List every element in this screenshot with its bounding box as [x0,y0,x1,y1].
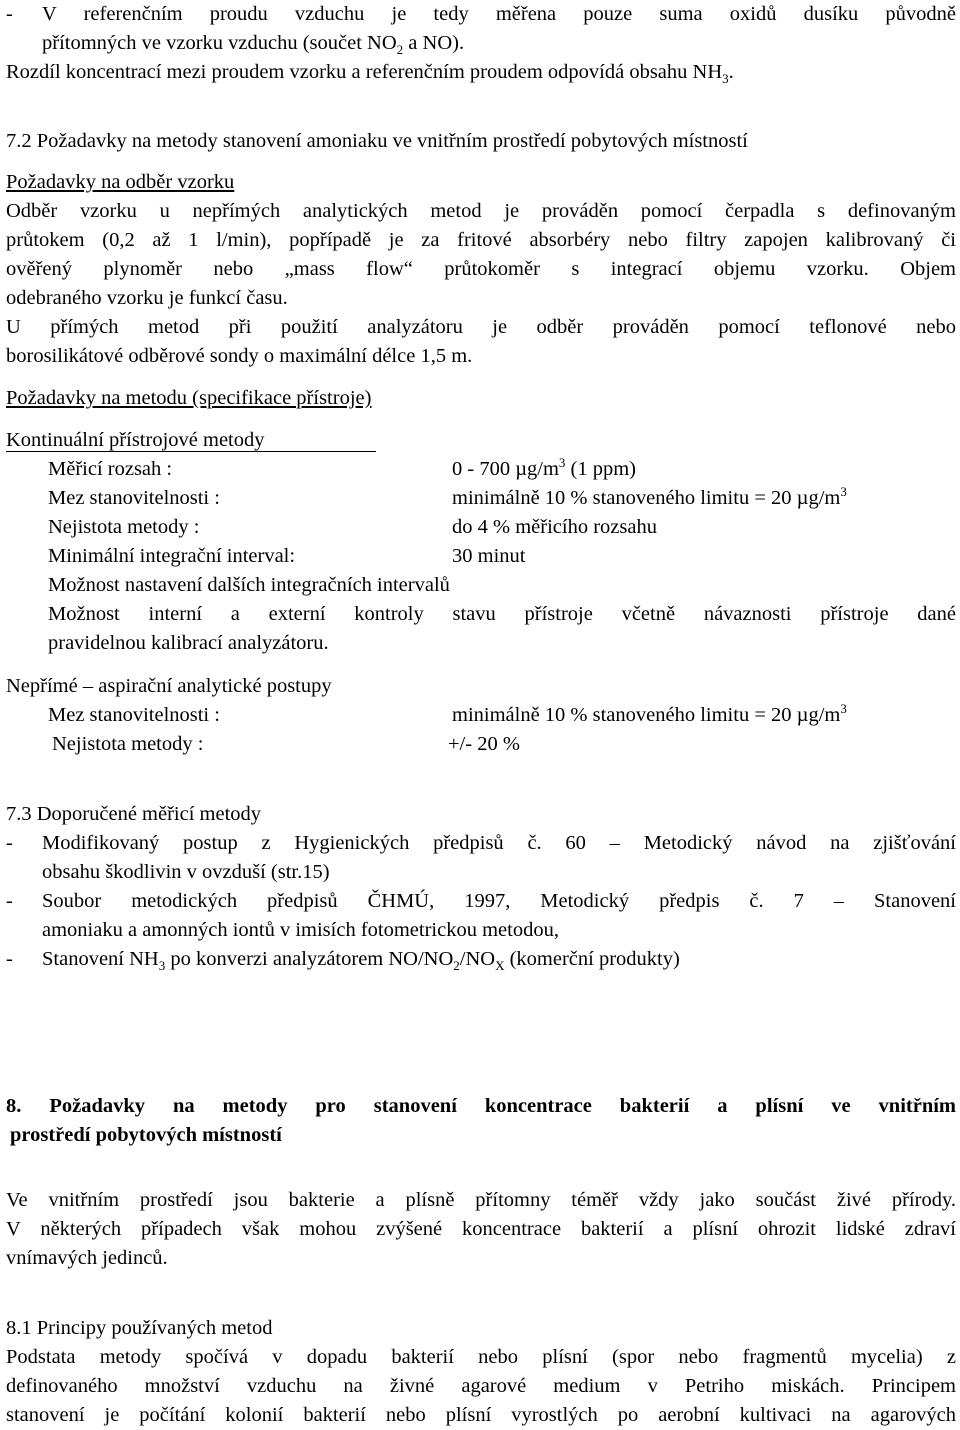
paragraph-line: ověřený plynoměr nebo „mass flow“ průtokoměr s integrací objemu vzorku. Objem [6,258,956,280]
spec-value-suffix: (1 ppm) [565,458,637,480]
paragraph-line: Ve vnitřním prostředí jsou bakterie a plísně přítomny téměř vždy jako součást živé přírody. [6,1189,956,1211]
list-dash: - [6,890,13,912]
paragraph-line: U přímých metod při použití analyzátoru je odběr prováděn pomocí teflonové nebo [6,316,956,338]
list-dash: - [6,832,13,854]
list-item-text: (komerční produkty) [504,948,680,970]
paragraph-line: V některých případech však mohou zvýšené koncentrace bakterií a plísní ohrozit lidské zdraví [6,1218,956,1240]
list-dash: - [6,948,13,970]
intro-line-2-text: přítomných ve vzorku vzduchu (součet NO [42,32,397,54]
subscript: 2 [453,958,460,974]
no2-subscript: 2 [396,42,404,58]
subscript: X [495,958,505,974]
spec-note: Možnost interní a externí kontroly stavu přístroje včetně návaznosti přístroje dané [48,603,956,625]
spec-value-text: minimálně 10 % stanoveného limitu = 20 µg/m [452,704,841,726]
intro-line-3-text: Rozdíl koncentrací mezi proudem vzorku a referenčním proudem odpovídá obsahu NH [6,61,723,83]
intro-line-2-end: a NO). [403,32,465,54]
superscript: 3 [840,701,847,717]
spec-value: +/- 20 % [448,733,520,755]
section-8-heading-continued: prostředí pobytových místností [10,1124,282,1146]
list-item-continued: amoniaku a amonných iontů v imisích fotometrickou metodou, [42,919,559,941]
paragraph-line: odebraného vzorku je funkcí času. [6,287,288,309]
list-item: Soubor metodických předpisů ČHMÚ, 1997, Metodický předpis č. 7 – Stanovení [42,890,956,912]
superscript: 3 [558,455,566,471]
paragraph-line: definovaného množství vzduchu na živné agarové medium v Petriho miskách. Principem [6,1375,956,1397]
spec-value-text: 0 - 700 µg/m [452,458,559,480]
spec-note: pravidelnou kalibrací analyzátoru. [48,632,329,654]
list-item-text: Stanovení NH [42,948,159,970]
subheading-method-text: Požadavky na metodu (specifikace přístroje) [6,387,372,409]
spec-label: Mez stanovitelnosti : [48,704,220,726]
nh3-subscript: 3 [722,71,729,87]
list-item-continued: obsahu škodlivin v ovzduší (str.15) [42,861,330,883]
section-8-heading: 8. Požadavky na metody pro stanovení koncentrace bakterií a plísní ve vnitřním [6,1095,956,1117]
paragraph-line: vnímavých jedinců. [6,1247,168,1269]
spec-value [452,484,847,513]
subheading-sampling-text: Požadavky na odběr vzorku [6,171,235,193]
subheading-method-requirements [6,384,956,413]
intro-line-2 [42,29,956,58]
paragraph-line: průtokem (0,2 až 1 l/min), popřípadě je za fritové absorbéry nebo filtry zapojen kalibrovaný či [6,229,956,251]
paragraph-line: borosilikátové odběrové sondy o maximální délce 1,5 m. [6,345,473,367]
list-item: Modifikovaný postup z Hygienických předpisů č. 60 – Metodický návod na zjišťování [42,832,956,854]
section-8-1-heading: 8.1 Principy používaných metod [6,1317,273,1339]
intro-line-3-end: . [728,61,734,83]
underline-rule [6,451,376,452]
list-item [42,945,956,974]
intro-line-3 [6,58,956,87]
paragraph-line: Podstata metody spočívá v dopadu bakterií nebo plísní (spor nebo fragmentů mycelia) z [6,1346,956,1368]
paragraph-line: stanovení je počítání kolonií bakterií nebo plísní vyrostlých po aerobní kultivaci na agarových [6,1404,956,1426]
spec-value [452,701,847,730]
spec-value: do 4 % měřicího rozsahu [452,516,657,538]
spec-label: Minimální integrační interval: [48,545,296,567]
subscript: 3 [158,958,166,974]
spec-label: Měřicí rozsah : [48,458,173,480]
section-7-2-heading: 7.2 Požadavky na metody stanovení amoniaku ve vnitřním prostředí pobytových místností [6,130,748,152]
paragraph-line: Odběr vzorku u nepřímých analytických metod je prováděn pomocí čerpadla s definovaným [6,200,956,222]
spec-value-text: minimálně 10 % stanoveného limitu = 20 µg/m [452,487,841,509]
superscript: 3 [840,484,847,500]
subheading-sampling-requirements [6,168,956,197]
subheading-indirect-methods: Nepřímé – aspirační analytické postupy [6,675,332,697]
subheading-continuous-text: Kontinuální přístrojové metody [6,429,265,451]
list-item-text: po konverzi analyzátorem NO/NO [165,948,454,970]
spec-label: Nejistota metody : [48,516,200,538]
spec-note: Možnost nastavení dalších integračních intervalů [48,574,450,596]
spec-value [452,455,636,484]
list-dash: - [6,3,13,25]
section-7-3-heading: 7.3 Doporučené měřicí metody [6,803,262,825]
spec-label: Nejistota metody : [52,733,204,755]
list-item-text: /NO [459,948,496,970]
intro-line-1: V referenčním proudu vzduchu je tedy měřena pouze suma oxidů dusíku původně [42,3,956,25]
spec-label: Mez stanovitelnosti : [48,487,220,509]
spec-value: 30 minut [452,545,526,567]
